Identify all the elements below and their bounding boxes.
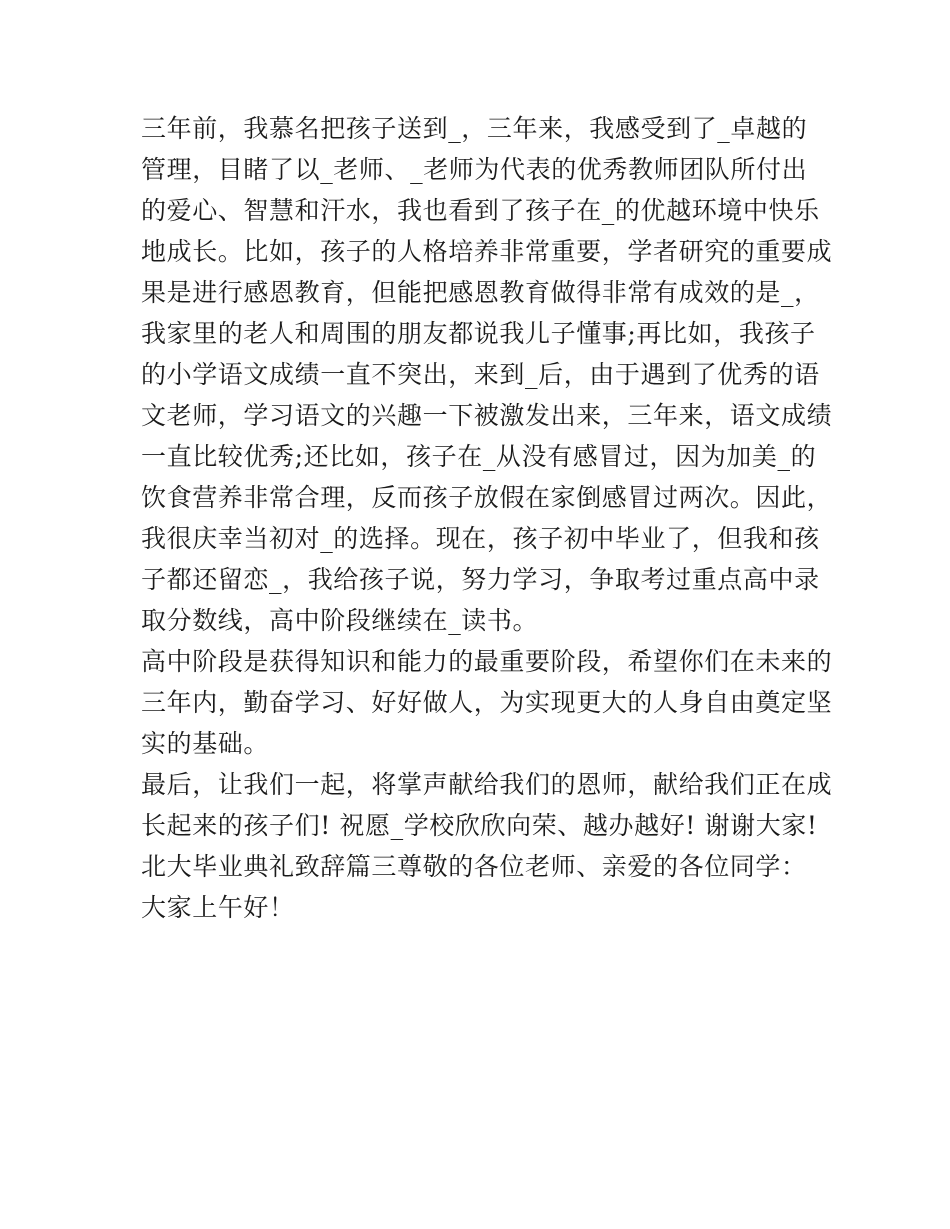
text-line: 高中阶段是获得知识和能力的最重要阶段，希望你们在未来的 (141, 647, 833, 676)
text-line: 最后，让我们一起，将掌声献给我们的恩师，献给我们正在成 (141, 770, 833, 799)
text-line: 三年前，我慕名把孩子送到_，三年来，我感受到了_卓越的 (141, 114, 808, 143)
text-line: 的爱心、智慧和汗水，我也看到了孩子在_的优越环境中快乐 (141, 196, 820, 225)
text-line: 子都还留恋_，我给孩子说，努力学习，争取考过重点高中录 (141, 565, 820, 594)
text-line: 我很庆幸当初对_的选择。现在，孩子初中毕业了，但我和孩 (141, 524, 820, 553)
text-line: 实的基础。 (141, 729, 270, 758)
text-line: 果是进行感恩教育，但能把感恩教育做得非常有成效的是_， (141, 278, 820, 307)
text-line: 三年内，勤奋学习、好好做人，为实现更大的人身自由奠定坚 (141, 688, 833, 717)
text-line: 一直比较优秀;还比如，孩子在_从没有感冒过，因为加美_的 (141, 442, 817, 471)
text-line: 北大毕业典礼致辞篇三尊敬的各位老师、亲爱的各位同学： (141, 852, 807, 881)
document-body (141, 108, 833, 928)
text-line: 我家里的老人和周围的朋友都说我儿子懂事;再比如，我孩子 (141, 319, 816, 348)
text-line: 取分数线，高中阶段继续在_读书。 (141, 606, 539, 635)
text-line: 管理，目睹了以_老师、_老师为代表的优秀教师团队所付出 (141, 155, 808, 184)
text-line: 长起来的孩子们! 祝愿_学校欣欣向荣、越办越好! 谢谢大家! (141, 811, 818, 840)
text-line: 的小学语文成绩一直不突出，来到_后，由于遇到了优秀的语 (141, 360, 820, 389)
text-line: 大家上午好！ (141, 893, 295, 922)
text-line: 地成长。比如，孩子的人格培养非常重要，学者研究的重要成 (141, 237, 833, 266)
text-line: 饮食营养非常合理，反而孩子放假在家倒感冒过两次。因此， (141, 483, 833, 512)
text-line: 文老师，学习语文的兴趣一下被激发出来，三年来，语文成绩 (141, 401, 833, 430)
